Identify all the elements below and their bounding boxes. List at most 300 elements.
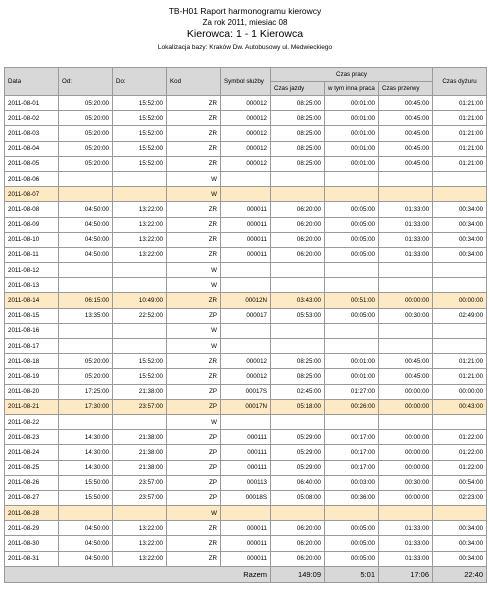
cell-driving	[271, 263, 325, 278]
cell-other-work: 00:17:00	[325, 430, 379, 445]
cell-code: ZR	[167, 521, 221, 536]
cell-from: 04:50:00	[59, 232, 113, 247]
cell-driving: 05:29:00	[271, 445, 325, 460]
cell-to	[113, 506, 167, 521]
cell-to: 21:38:00	[113, 445, 167, 460]
cell-to: 23:57:00	[113, 475, 167, 490]
cell-other-work	[325, 506, 379, 521]
cell-break: 01:33:00	[379, 232, 433, 247]
table-row	[5, 551, 487, 566]
cell-break: 00:45:00	[379, 126, 433, 141]
cell-other-work: 00:05:00	[325, 551, 379, 566]
report-period: Za rok 2011, miesiac 08	[202, 18, 288, 27]
cell-to: 13:22:00	[113, 551, 167, 566]
cell-code: ZR	[167, 247, 221, 262]
cell-symbol: 000012	[221, 156, 271, 171]
cell-driving	[271, 171, 325, 186]
cell-break: 00:45:00	[379, 354, 433, 369]
table-row	[5, 536, 487, 551]
cell-other-work: 00:05:00	[325, 521, 379, 536]
cell-driving	[271, 339, 325, 354]
table-header-row	[5, 68, 487, 82]
cell-duty: 01:22:00	[433, 430, 487, 445]
cell-code: ZR	[167, 217, 221, 232]
cell-from: 05:20:00	[59, 156, 113, 171]
cell-break: 01:33:00	[379, 202, 433, 217]
cell-to	[113, 171, 167, 186]
cell-driving: 06:20:00	[271, 232, 325, 247]
cell-break: 00:00:00	[379, 460, 433, 475]
cell-symbol: 000011	[221, 521, 271, 536]
cell-duty	[433, 414, 487, 429]
cell-break: 00:30:00	[379, 475, 433, 490]
table-row	[5, 202, 487, 217]
cell-code: ZR	[167, 232, 221, 247]
table-row	[5, 475, 487, 490]
cell-date: 2011-08-22	[5, 414, 59, 429]
cell-duty: 00:34:00	[433, 202, 487, 217]
cell-from: 05:20:00	[59, 141, 113, 156]
cell-other-work: 00:51:00	[325, 293, 379, 308]
cell-driving: 06:40:00	[271, 475, 325, 490]
table-row	[5, 263, 487, 278]
total-break: 17:06	[379, 566, 433, 582]
cell-break: 00:00:00	[379, 293, 433, 308]
cell-symbol: 00017S	[221, 384, 271, 399]
cell-from: 13:35:00	[59, 308, 113, 323]
schedule-table	[4, 67, 487, 583]
cell-symbol	[221, 278, 271, 293]
cell-driving: 06:20:00	[271, 521, 325, 536]
cell-driving: 06:20:00	[271, 202, 325, 217]
cell-duty: 00:43:00	[433, 399, 487, 414]
cell-date: 2011-08-08	[5, 202, 59, 217]
cell-symbol: 000017	[221, 308, 271, 323]
cell-from	[59, 187, 113, 202]
cell-break: 01:33:00	[379, 521, 433, 536]
cell-duty	[433, 506, 487, 521]
cell-break	[379, 278, 433, 293]
cell-date: 2011-08-03	[5, 126, 59, 141]
cell-driving	[271, 414, 325, 429]
cell-duty: 01:22:00	[433, 460, 487, 475]
cell-symbol: 000111	[221, 430, 271, 445]
cell-date: 2011-08-02	[5, 111, 59, 126]
cell-from	[59, 171, 113, 186]
cell-other-work: 00:05:00	[325, 202, 379, 217]
cell-from: 17:30:00	[59, 399, 113, 414]
table-row	[5, 339, 487, 354]
table-row	[5, 308, 487, 323]
table-row	[5, 369, 487, 384]
cell-from	[59, 278, 113, 293]
cell-driving	[271, 506, 325, 521]
cell-other-work: 00:17:00	[325, 445, 379, 460]
cell-code: W	[167, 171, 221, 186]
cell-symbol: 000011	[221, 551, 271, 566]
cell-driving	[271, 187, 325, 202]
cell-break: 00:45:00	[379, 141, 433, 156]
cell-other-work: 00:05:00	[325, 217, 379, 232]
cell-from: 04:50:00	[59, 536, 113, 551]
cell-date: 2011-08-19	[5, 369, 59, 384]
cell-symbol	[221, 323, 271, 338]
cell-symbol: 000011	[221, 202, 271, 217]
col-code: Kod	[167, 68, 221, 96]
cell-other-work: 00:01:00	[325, 96, 379, 111]
report-title: TB-H01 Raport harmonogramu kierowcy	[168, 6, 322, 16]
table-row	[5, 506, 487, 521]
cell-duty: 01:22:00	[433, 445, 487, 460]
cell-from: 15:50:00	[59, 475, 113, 490]
cell-code: W	[167, 339, 221, 354]
table-row	[5, 232, 487, 247]
cell-duty: 01:21:00	[433, 111, 487, 126]
cell-duty	[433, 323, 487, 338]
table-row	[5, 156, 487, 171]
col-to: Do:	[113, 68, 167, 96]
cell-driving: 06:20:00	[271, 551, 325, 566]
cell-to: 13:22:00	[113, 521, 167, 536]
table-row	[5, 323, 487, 338]
cell-from: 14:30:00	[59, 445, 113, 460]
cell-from	[59, 323, 113, 338]
cell-break: 00:00:00	[379, 384, 433, 399]
col-driving: Czas jazdy	[271, 82, 325, 96]
col-date: Data	[5, 68, 59, 96]
cell-other-work	[325, 339, 379, 354]
cell-other-work: 00:26:00	[325, 399, 379, 414]
cell-other-work	[325, 171, 379, 186]
cell-duty: 01:21:00	[433, 126, 487, 141]
cell-date: 2011-08-28	[5, 506, 59, 521]
col-other-work: w tym inna praca	[325, 82, 379, 96]
table-row	[5, 521, 487, 536]
cell-code: ZR	[167, 96, 221, 111]
total-other-work: 5:01	[325, 566, 379, 582]
cell-from	[59, 263, 113, 278]
cell-date: 2011-08-23	[5, 430, 59, 445]
cell-symbol	[221, 187, 271, 202]
cell-from: 05:20:00	[59, 369, 113, 384]
cell-to: 10:49:00	[113, 293, 167, 308]
cell-to: 21:38:00	[113, 430, 167, 445]
cell-from: 05:20:00	[59, 96, 113, 111]
cell-to: 13:22:00	[113, 536, 167, 551]
total-duty: 22:40	[433, 566, 487, 582]
cell-to	[113, 278, 167, 293]
cell-break	[379, 263, 433, 278]
cell-to: 13:22:00	[113, 202, 167, 217]
cell-duty: 00:54:00	[433, 475, 487, 490]
cell-duty	[433, 278, 487, 293]
cell-to: 22:52:00	[113, 308, 167, 323]
cell-code: ZP	[167, 490, 221, 505]
table-row	[5, 414, 487, 429]
cell-duty	[433, 171, 487, 186]
cell-from: 14:30:00	[59, 460, 113, 475]
col-break: Czas przerwy	[379, 82, 433, 96]
cell-break	[379, 414, 433, 429]
cell-from	[59, 414, 113, 429]
cell-code: ZR	[167, 111, 221, 126]
cell-date: 2011-08-21	[5, 399, 59, 414]
cell-date: 2011-08-29	[5, 521, 59, 536]
cell-driving: 08:25:00	[271, 111, 325, 126]
cell-break: 01:33:00	[379, 536, 433, 551]
cell-to: 15:52:00	[113, 111, 167, 126]
cell-duty	[433, 187, 487, 202]
cell-symbol: 00017N	[221, 399, 271, 414]
cell-duty: 00:34:00	[433, 217, 487, 232]
cell-driving: 08:25:00	[271, 369, 325, 384]
cell-break	[379, 323, 433, 338]
cell-code: W	[167, 278, 221, 293]
table-row	[5, 187, 487, 202]
cell-symbol: 00012N	[221, 293, 271, 308]
cell-other-work	[325, 323, 379, 338]
cell-date: 2011-08-20	[5, 384, 59, 399]
cell-symbol: 000011	[221, 247, 271, 262]
cell-symbol	[221, 171, 271, 186]
cell-date: 2011-08-18	[5, 354, 59, 369]
table-row	[5, 293, 487, 308]
cell-other-work: 00:03:00	[325, 475, 379, 490]
cell-symbol: 000012	[221, 96, 271, 111]
cell-date: 2011-08-10	[5, 232, 59, 247]
cell-code: ZR	[167, 141, 221, 156]
cell-date: 2011-08-14	[5, 293, 59, 308]
cell-from: 04:50:00	[59, 551, 113, 566]
cell-driving: 08:25:00	[271, 96, 325, 111]
cell-driving: 02:45:00	[271, 384, 325, 399]
cell-other-work	[325, 187, 379, 202]
cell-driving: 06:20:00	[271, 247, 325, 262]
cell-driving: 06:20:00	[271, 217, 325, 232]
cell-to: 13:22:00	[113, 217, 167, 232]
cell-date: 2011-08-05	[5, 156, 59, 171]
cell-to: 23:57:00	[113, 490, 167, 505]
cell-to: 15:52:00	[113, 126, 167, 141]
cell-other-work: 00:01:00	[325, 369, 379, 384]
cell-other-work: 00:01:00	[325, 126, 379, 141]
cell-break: 00:00:00	[379, 399, 433, 414]
table-row	[5, 354, 487, 369]
cell-driving	[271, 278, 325, 293]
cell-symbol: 000012	[221, 369, 271, 384]
cell-date: 2011-08-09	[5, 217, 59, 232]
cell-other-work: 00:01:00	[325, 141, 379, 156]
cell-break: 00:00:00	[379, 490, 433, 505]
cell-other-work: 00:05:00	[325, 247, 379, 262]
table-row	[5, 111, 487, 126]
cell-to: 23:57:00	[113, 399, 167, 414]
table-row	[5, 141, 487, 156]
total-driving: 149:09	[271, 566, 325, 582]
cell-from: 05:20:00	[59, 111, 113, 126]
cell-symbol	[221, 263, 271, 278]
cell-driving: 08:25:00	[271, 126, 325, 141]
cell-code: ZP	[167, 399, 221, 414]
cell-to	[113, 414, 167, 429]
cell-code: ZR	[167, 126, 221, 141]
table-row	[5, 247, 487, 262]
cell-code: ZP	[167, 308, 221, 323]
cell-from: 17:25:00	[59, 384, 113, 399]
cell-symbol: 000012	[221, 126, 271, 141]
cell-code: W	[167, 263, 221, 278]
table-row	[5, 399, 487, 414]
cell-from: 04:50:00	[59, 247, 113, 262]
cell-break: 00:45:00	[379, 156, 433, 171]
cell-other-work: 01:27:00	[325, 384, 379, 399]
cell-other-work: 00:17:00	[325, 460, 379, 475]
cell-duty: 01:21:00	[433, 369, 487, 384]
cell-from: 05:20:00	[59, 126, 113, 141]
cell-other-work: 00:01:00	[325, 354, 379, 369]
cell-date: 2011-08-15	[5, 308, 59, 323]
cell-symbol	[221, 506, 271, 521]
cell-driving: 08:25:00	[271, 354, 325, 369]
cell-from: 14:30:00	[59, 430, 113, 445]
cell-other-work	[325, 414, 379, 429]
cell-to: 21:38:00	[113, 384, 167, 399]
cell-code: ZR	[167, 293, 221, 308]
cell-symbol: 000113	[221, 475, 271, 490]
cell-date: 2011-08-16	[5, 323, 59, 338]
cell-code: ZP	[167, 475, 221, 490]
cell-code: ZR	[167, 202, 221, 217]
cell-code: W	[167, 506, 221, 521]
cell-to: 15:52:00	[113, 156, 167, 171]
table-row	[5, 384, 487, 399]
cell-duty	[433, 339, 487, 354]
cell-break: 00:45:00	[379, 111, 433, 126]
cell-driving: 06:20:00	[271, 536, 325, 551]
cell-break	[379, 187, 433, 202]
cell-driving: 05:08:00	[271, 490, 325, 505]
cell-from: 04:50:00	[59, 202, 113, 217]
cell-date: 2011-08-13	[5, 278, 59, 293]
cell-to	[113, 323, 167, 338]
cell-date: 2011-08-01	[5, 96, 59, 111]
cell-duty: 02:49:00	[433, 308, 487, 323]
table-row	[5, 490, 487, 505]
cell-date: 2011-08-11	[5, 247, 59, 262]
table-row	[5, 460, 487, 475]
cell-symbol: 000111	[221, 460, 271, 475]
cell-to: 13:22:00	[113, 247, 167, 262]
cell-break: 01:33:00	[379, 247, 433, 262]
cell-date: 2011-08-07	[5, 187, 59, 202]
cell-symbol: 000011	[221, 232, 271, 247]
cell-to: 13:22:00	[113, 232, 167, 247]
cell-from	[59, 339, 113, 354]
cell-other-work: 00:05:00	[325, 308, 379, 323]
cell-symbol: 000012	[221, 141, 271, 156]
cell-other-work	[325, 263, 379, 278]
cell-to	[113, 339, 167, 354]
driver-name: Kierowca: 1 - 1 Kierowca	[186, 28, 304, 40]
cell-code: ZP	[167, 384, 221, 399]
cell-symbol: 000111	[221, 445, 271, 460]
cell-other-work	[325, 278, 379, 293]
cell-duty: 00:34:00	[433, 232, 487, 247]
cell-code: ZR	[167, 551, 221, 566]
cell-symbol: 000011	[221, 536, 271, 551]
cell-duty	[433, 263, 487, 278]
cell-code: ZP	[167, 430, 221, 445]
cell-duty: 02:23:00	[433, 490, 487, 505]
cell-date: 2011-08-30	[5, 536, 59, 551]
cell-break: 01:33:00	[379, 551, 433, 566]
cell-date: 2011-08-24	[5, 445, 59, 460]
cell-date: 2011-08-26	[5, 475, 59, 490]
cell-date: 2011-08-25	[5, 460, 59, 475]
cell-from: 04:50:00	[59, 521, 113, 536]
cell-driving	[271, 323, 325, 338]
cell-code: ZP	[167, 460, 221, 475]
col-work-time: Czas pracy	[271, 68, 433, 82]
table-row	[5, 217, 487, 232]
cell-driving: 05:29:00	[271, 460, 325, 475]
cell-from: 15:50:00	[59, 490, 113, 505]
cell-to: 21:38:00	[113, 460, 167, 475]
cell-other-work: 00:36:00	[325, 490, 379, 505]
table-row	[5, 278, 487, 293]
col-from: Od:	[59, 68, 113, 96]
base-location: Lokalizacja bazy: Kraków Dw. Autobusowy ul. Medwieckiego	[157, 44, 333, 51]
cell-driving: 03:43:00	[271, 293, 325, 308]
cell-duty: 00:34:00	[433, 521, 487, 536]
cell-symbol: 000012	[221, 354, 271, 369]
cell-duty: 00:34:00	[433, 247, 487, 262]
cell-symbol	[221, 339, 271, 354]
table-row	[5, 171, 487, 186]
cell-other-work: 00:01:00	[325, 156, 379, 171]
cell-from: 04:50:00	[59, 217, 113, 232]
col-symbol: Symbol służby	[221, 68, 271, 96]
cell-symbol: 00018S	[221, 490, 271, 505]
cell-date: 2011-08-04	[5, 141, 59, 156]
cell-date: 2011-08-06	[5, 171, 59, 186]
table-row	[5, 445, 487, 460]
cell-break: 00:00:00	[379, 430, 433, 445]
col-duty: Czas dyżuru	[433, 68, 487, 96]
cell-from: 06:15:00	[59, 293, 113, 308]
cell-code: ZR	[167, 156, 221, 171]
cell-duty: 01:21:00	[433, 141, 487, 156]
cell-symbol: 000011	[221, 217, 271, 232]
cell-driving: 05:53:00	[271, 308, 325, 323]
cell-break	[379, 171, 433, 186]
cell-code: ZR	[167, 369, 221, 384]
table-row	[5, 430, 487, 445]
table-row	[5, 96, 487, 111]
cell-duty: 01:21:00	[433, 354, 487, 369]
cell-duty: 01:21:00	[433, 96, 487, 111]
cell-driving: 08:25:00	[271, 141, 325, 156]
cell-break: 00:00:00	[379, 445, 433, 460]
cell-duty: 00:34:00	[433, 536, 487, 551]
cell-to: 15:52:00	[113, 354, 167, 369]
cell-code: W	[167, 187, 221, 202]
cell-other-work: 00:05:00	[325, 536, 379, 551]
cell-to: 15:52:00	[113, 369, 167, 384]
cell-duty: 00:34:00	[433, 551, 487, 566]
cell-driving: 05:29:00	[271, 430, 325, 445]
cell-break: 01:33:00	[379, 217, 433, 232]
